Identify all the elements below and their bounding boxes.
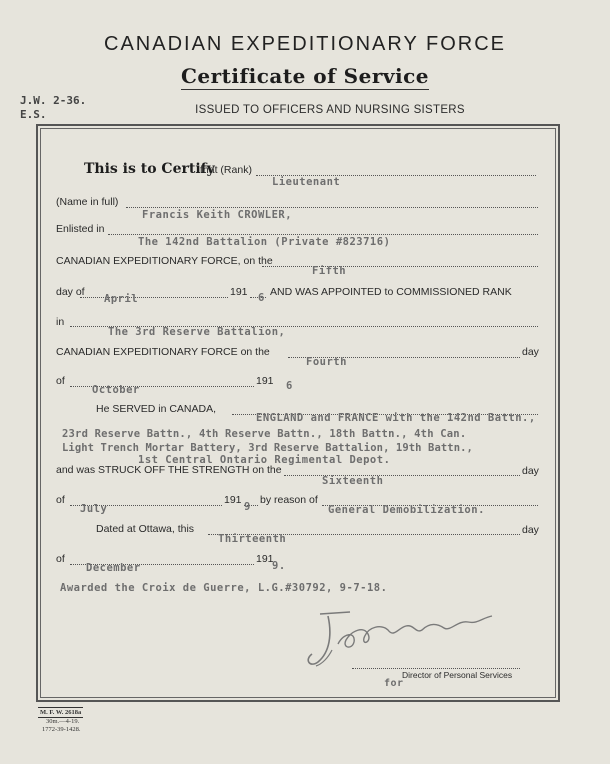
dated-year-value: 9. — [272, 560, 286, 572]
of-label-3: of — [56, 553, 65, 565]
struck-year-value: 9 — [244, 501, 251, 513]
struck-day-value: Sixteenth — [322, 475, 384, 487]
reason-label: by reason of — [260, 494, 318, 506]
name-value: Francis Keith CROWLER, — [142, 209, 293, 221]
day-of-label: day of — [56, 286, 85, 298]
enlisted-value: The 142nd Battalion (Private #823716) — [138, 236, 391, 248]
of-label-2: of — [56, 494, 65, 506]
served-line-3: Light Trench Mortar Battery, 3rd Reserve Battalion, 19th Battn., — [62, 442, 473, 454]
signature — [298, 604, 518, 674]
force-title: CANADIAN EXPEDITIONARY FORCE — [104, 33, 506, 55]
certify-phrase: This is to Certify — [84, 161, 215, 177]
served-line-4: 1st Central Ontario Regimental Depot. — [138, 454, 391, 466]
dated-month-value: December — [86, 562, 141, 574]
reference-code: J.W. 2-36. — [20, 94, 87, 107]
issued-to-line: ISSUED TO OFFICERS AND NURSING SISTERS — [195, 104, 465, 116]
day-label-2: day — [522, 465, 539, 477]
year-191-label-2: 191 — [256, 375, 274, 387]
form-number: M. F. W. 2618a — [40, 709, 82, 716]
strength-year-value: 6 — [286, 380, 293, 392]
dated-label: Dated at Ottawa, this — [96, 523, 195, 535]
cef-on-label: CANADIAN EXPEDITIONARY FORCE on the — [56, 346, 270, 358]
enlisted-label: Enlisted in — [56, 223, 105, 235]
print-line-1: 30m.—4-19. — [46, 718, 80, 725]
year-191-label-4: 191 — [256, 553, 274, 565]
struck-day-dotted-line — [284, 475, 520, 476]
of-label: of — [56, 375, 65, 387]
day-label-3: day — [522, 524, 539, 536]
in-label: in — [56, 316, 65, 328]
dated-day-value: Thirteenth — [218, 533, 287, 545]
struck-month-value: July — [80, 503, 108, 515]
year-191-label: 191 — [230, 286, 248, 298]
year-191-label-3: 191 — [224, 494, 242, 506]
day-label: day — [522, 346, 539, 358]
appointed-month-value: April — [104, 293, 139, 305]
cef-on-the-label: CANADIAN EXPEDITIONARY FORCE, on the — [56, 255, 273, 267]
reason-value: General Demobilization. — [328, 504, 485, 516]
director-label: Director of Personal Services — [402, 670, 513, 680]
appointed-year-value: 6 — [258, 292, 265, 304]
struck-label: and was STRUCK OFF THE STRENGTH on the — [56, 464, 282, 476]
signature-dotted-line — [352, 668, 520, 669]
rank-label: that (Rank) — [200, 164, 252, 176]
certificate-title — [0, 64, 610, 88]
for-label: for — [384, 678, 404, 689]
appointed-label: AND WAS APPOINTED to COMMISSIONED RANK — [270, 286, 512, 298]
certificate-title-text: Certificate of Service — [180, 64, 429, 88]
print-line-2: 1772-39-1428. — [42, 726, 81, 733]
name-label: (Name in full) — [56, 196, 119, 208]
unit-value: The 3rd Reserve Battalion, — [108, 326, 286, 338]
rank-value: Lieutenant — [272, 176, 341, 188]
appointed-day-dotted-line — [262, 266, 538, 267]
served-line-1: ENGLAND and FRANCE with the 142nd Battn., — [256, 412, 536, 424]
strength-day-value: Fourth — [306, 356, 347, 368]
name-dotted-line — [126, 207, 538, 208]
appointed-month-dotted-line — [80, 297, 228, 298]
served-line-2: 23rd Reserve Battn., 4th Reserve Battn., 18th Battn., 4th Can. — [62, 428, 467, 440]
enlisted-dotted-line — [108, 234, 538, 235]
award-line: Awarded the Croix de Guerre, L.G.#30792, 9-7-18. — [60, 582, 388, 594]
appointed-day-value: Fifth — [312, 265, 347, 277]
reference-initials: E.S. — [20, 108, 47, 121]
served-label: He SERVED in CANADA, — [96, 403, 217, 415]
strength-month-value: October — [92, 384, 140, 396]
